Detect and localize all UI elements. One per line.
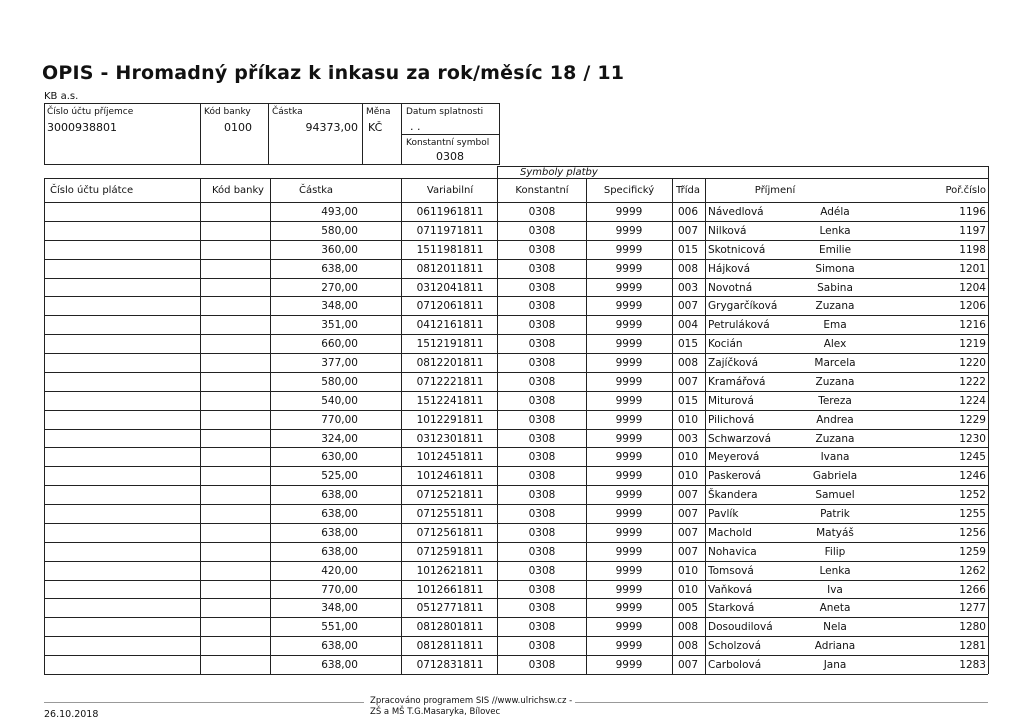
cell-specific-symbol: 9999 [615, 659, 643, 672]
cell-surname: Kramářová [708, 375, 766, 388]
row-divider [44, 655, 988, 656]
cell-specific-symbol: 9999 [615, 243, 643, 256]
cell-amount: 324,00 [321, 432, 358, 445]
cell-variable-symbol: 0712521811 [416, 489, 484, 502]
cell-class: 015 [677, 243, 699, 256]
cell-class: 008 [677, 621, 699, 634]
cell-class: 006 [677, 206, 699, 218]
cell-variable-symbol: 0712591811 [416, 545, 484, 558]
row-divider [44, 315, 988, 316]
cell-constant-symbol: 0308 [528, 375, 556, 388]
cell-first-name: Ema [823, 319, 847, 332]
cell-specific-symbol: 9999 [615, 545, 643, 558]
cell-first-name: Sabina [817, 281, 853, 294]
cell-class: 007 [677, 375, 699, 388]
cell-class: 008 [677, 640, 699, 653]
cell-class: 003 [677, 432, 699, 445]
cell-first-name: Zuzana [815, 375, 855, 388]
recipient-account-label: Číslo účtu příjemce [47, 107, 134, 117]
cell-order-no: 1283 [959, 659, 986, 672]
row-divider [44, 580, 988, 581]
cell-order-no: 1262 [959, 564, 986, 577]
cell-first-name: Iva [827, 583, 843, 596]
cell-variable-symbol: 1512241811 [416, 394, 484, 407]
cell-order-no: 1259 [959, 545, 986, 558]
row-divider [44, 561, 988, 562]
cell-order-no: 1266 [959, 583, 986, 596]
cell-amount: 348,00 [321, 300, 358, 313]
cell-constant-symbol: 0308 [528, 319, 556, 332]
row-divider [44, 353, 988, 354]
cell-order-no: 1229 [959, 413, 986, 426]
cell-order-no: 1219 [959, 338, 986, 351]
cell-class: 015 [677, 394, 699, 407]
column-divider [988, 178, 989, 674]
cell-first-name: Marcela [814, 357, 856, 370]
cell-constant-symbol: 0308 [528, 489, 556, 502]
cell-constant-symbol: 0308 [528, 262, 556, 275]
column-divider [270, 178, 271, 674]
recipient-currency: KČ [368, 121, 383, 134]
cell-constant-symbol: 0308 [528, 394, 556, 407]
cell-surname: Miturová [708, 394, 754, 407]
row-divider [44, 334, 988, 335]
cell-amount: 580,00 [321, 224, 358, 237]
cell-first-name: Lenka [819, 564, 851, 577]
cell-class: 007 [677, 545, 699, 558]
row-divider [44, 240, 988, 241]
cell-surname: Vaňková [708, 583, 753, 596]
cell-order-no: 1198 [959, 243, 986, 256]
cell-constant-symbol: 0308 [528, 300, 556, 313]
cell-first-name: Nela [823, 621, 847, 634]
cell-specific-symbol: 9999 [615, 394, 643, 407]
cell-order-no: 1204 [959, 281, 986, 294]
cell-variable-symbol: 0712551811 [416, 508, 484, 521]
recipient-amount: 94373,00 [305, 121, 358, 134]
cell-variable-symbol: 0812801811 [416, 621, 484, 634]
footer-school-name: ZŠ a MŠ T.G.Masaryka, Bílovec [370, 707, 501, 717]
cell-class: 003 [677, 281, 699, 294]
cell-first-name: Adriana [814, 640, 856, 653]
row-divider [44, 410, 988, 411]
cell-amount: 638,00 [321, 489, 358, 502]
cell-specific-symbol: 9999 [615, 508, 643, 521]
cell-constant-symbol: 0308 [528, 357, 556, 370]
cell-constant-symbol: 0308 [528, 640, 556, 653]
recipient-amount-label: Částka [272, 107, 303, 117]
cell-class: 007 [677, 526, 699, 539]
cell-first-name: Jana [823, 659, 847, 672]
cell-order-no: 1216 [959, 319, 986, 332]
cell-first-name: Aneta [819, 602, 851, 615]
cell-amount: 630,00 [321, 451, 358, 464]
cell-variable-symbol: 0711971811 [416, 224, 484, 237]
cell-variable-symbol: 0611961811 [416, 206, 484, 218]
cell-amount: 638,00 [321, 508, 358, 521]
cell-class: 010 [677, 470, 699, 483]
cell-amount: 525,00 [321, 470, 358, 483]
cell-specific-symbol: 9999 [615, 583, 643, 596]
cell-amount: 493,00 [321, 206, 358, 218]
cell-order-no: 1230 [959, 432, 986, 445]
cell-first-name: Adéla [820, 206, 850, 218]
cell-surname: Škandera [708, 489, 758, 502]
cell-class: 010 [677, 413, 699, 426]
cell-order-no: 1197 [959, 224, 986, 237]
cell-first-name: Simona [815, 262, 855, 275]
cell-specific-symbol: 9999 [615, 621, 643, 634]
cell-constant-symbol: 0308 [528, 508, 556, 521]
cell-variable-symbol: 0712831811 [416, 659, 484, 672]
cell-constant-symbol: 0308 [528, 659, 556, 672]
footer-program-note: Zpracováno programem SIS //www.ulrichsw.cz - [370, 696, 573, 706]
cell-order-no: 1280 [959, 621, 986, 634]
column-divider [200, 178, 201, 674]
cell-first-name: Andrea [816, 413, 854, 426]
cell-first-name: Zuzana [815, 300, 855, 313]
cell-class: 007 [677, 224, 699, 237]
col-header-amount: Částka [299, 185, 333, 196]
column-divider [672, 178, 673, 674]
cell-surname: Carbolová [708, 659, 762, 672]
cell-specific-symbol: 9999 [615, 206, 643, 218]
column-divider [497, 166, 498, 178]
cell-order-no: 1196 [959, 206, 986, 218]
col-header-variable: Variabilní [426, 185, 474, 196]
cell-class: 007 [677, 300, 699, 313]
cell-first-name: Lenka [819, 224, 851, 237]
column-divider [988, 166, 989, 178]
cell-surname: Pavlík [708, 508, 739, 521]
cell-specific-symbol: 9999 [615, 432, 643, 445]
cell-amount: 660,00 [321, 338, 358, 351]
row-divider [44, 259, 988, 260]
recipient-bank-code-label: Kód banky [204, 107, 251, 117]
cell-specific-symbol: 9999 [615, 413, 643, 426]
cell-surname: Paskerová [708, 470, 762, 483]
cell-constant-symbol: 0308 [528, 621, 556, 634]
cell-surname: Scholzová [708, 640, 762, 653]
cell-specific-symbol: 9999 [615, 470, 643, 483]
cell-order-no: 1245 [959, 451, 986, 464]
cell-specific-symbol: 9999 [615, 357, 643, 370]
cell-variable-symbol: 1012461811 [416, 470, 484, 483]
cell-constant-symbol: 0308 [528, 338, 556, 351]
document-title: OPIS - Hromadný příkaz k inkasu za rok/měsíc 18 / 11 [42, 62, 625, 84]
cell-amount: 351,00 [321, 319, 358, 332]
row-divider [44, 598, 988, 599]
cell-class: 007 [677, 489, 699, 502]
cell-surname: Petruláková [708, 319, 770, 332]
cell-amount: 360,00 [321, 243, 358, 256]
cell-surname: Nohavica [708, 545, 757, 558]
row-divider [44, 296, 988, 297]
cell-amount: 377,00 [321, 357, 358, 370]
cell-specific-symbol: 9999 [615, 489, 643, 502]
row-divider [44, 636, 988, 637]
col-header-payer-account: Číslo účtu plátce [50, 185, 134, 196]
recipient-bank-code: 0100 [224, 121, 252, 134]
cell-specific-symbol: 9999 [615, 338, 643, 351]
const-symbol: 0308 [436, 150, 464, 163]
cell-amount: 270,00 [321, 281, 358, 294]
cell-order-no: 1256 [959, 526, 986, 539]
cell-class: 007 [677, 508, 699, 521]
cell-surname: Pilichová [708, 413, 755, 426]
due-date: . . [410, 120, 421, 133]
cell-surname: Návedlová [708, 206, 764, 218]
cell-class: 010 [677, 583, 699, 596]
row-divider [44, 485, 988, 486]
cell-variable-symbol: 1012291811 [416, 413, 484, 426]
cell-order-no: 1224 [959, 394, 986, 407]
cell-constant-symbol: 0308 [528, 470, 556, 483]
cell-constant-symbol: 0308 [528, 545, 556, 558]
row-divider [44, 221, 988, 222]
row-divider [44, 447, 988, 448]
row-divider [44, 674, 988, 675]
col-header-order-no: Poř.číslo [945, 185, 986, 196]
cell-constant-symbol: 0308 [528, 224, 556, 237]
footer-date: 26.10.2018 [44, 709, 99, 720]
cell-first-name: Tereza [818, 394, 852, 407]
due-date-label: Datum splatnosti [406, 107, 484, 117]
cell-first-name: Patrik [820, 508, 850, 521]
cell-order-no: 1252 [959, 489, 986, 502]
cell-specific-symbol: 9999 [615, 375, 643, 388]
cell-amount: 638,00 [321, 526, 358, 539]
cell-order-no: 1220 [959, 357, 986, 370]
cell-first-name: Filip [824, 545, 846, 558]
column-divider [44, 178, 45, 674]
cell-surname: Novotná [708, 281, 753, 294]
cell-amount: 770,00 [321, 413, 358, 426]
cell-specific-symbol: 9999 [615, 224, 643, 237]
cell-constant-symbol: 0308 [528, 206, 556, 218]
cell-constant-symbol: 0308 [528, 451, 556, 464]
cell-order-no: 1255 [959, 508, 986, 521]
column-divider [401, 178, 402, 674]
cell-class: 008 [677, 357, 699, 370]
row-divider [44, 617, 988, 618]
cell-specific-symbol: 9999 [615, 564, 643, 577]
cell-variable-symbol: 0812811811 [416, 640, 484, 653]
cell-constant-symbol: 0308 [528, 413, 556, 426]
cell-variable-symbol: 1012661811 [416, 583, 484, 596]
cell-order-no: 1222 [959, 375, 986, 388]
cell-variable-symbol: 0712561811 [416, 526, 484, 539]
cell-amount: 420,00 [321, 564, 358, 577]
col-header-constant: Konstantní [515, 185, 569, 196]
bank-name: KB a.s. [44, 91, 79, 102]
const-symbol-label: Konstantní symbol [406, 138, 490, 148]
cell-constant-symbol: 0308 [528, 432, 556, 445]
column-divider [705, 178, 706, 674]
cell-specific-symbol: 9999 [615, 319, 643, 332]
cell-amount: 580,00 [321, 375, 358, 388]
cell-constant-symbol: 0308 [528, 564, 556, 577]
cell-surname: Meyerová [708, 451, 760, 464]
row-divider [44, 372, 988, 373]
cell-surname: Machold [708, 526, 752, 539]
row-divider [44, 278, 988, 279]
cell-variable-symbol: 0812011811 [416, 262, 484, 275]
cell-amount: 540,00 [321, 394, 358, 407]
cell-variable-symbol: 1012621811 [416, 564, 484, 577]
cell-amount: 551,00 [321, 621, 358, 634]
cell-order-no: 1201 [959, 262, 986, 275]
cell-surname: Zajíčková [708, 357, 759, 370]
cell-first-name: Emilie [818, 243, 852, 256]
row-divider [44, 391, 988, 392]
cell-surname: Starková [708, 602, 755, 615]
cell-order-no: 1277 [959, 602, 986, 615]
row-divider [44, 429, 988, 430]
col-header-specific: Specifický [603, 185, 655, 196]
cell-variable-symbol: 1511981811 [416, 243, 484, 256]
column-divider [497, 178, 498, 674]
cell-constant-symbol: 0308 [528, 583, 556, 596]
col-header-surname: Příjmení [754, 185, 796, 196]
cell-surname: Schwarzová [708, 432, 772, 445]
cell-first-name: Zuzana [815, 432, 855, 445]
cell-constant-symbol: 0308 [528, 281, 556, 294]
cell-specific-symbol: 9999 [615, 640, 643, 653]
cell-class: 010 [677, 451, 699, 464]
cell-amount: 638,00 [321, 640, 358, 653]
cell-constant-symbol: 0308 [528, 243, 556, 256]
row-divider [44, 466, 988, 467]
cell-surname: Tomsová [708, 564, 754, 577]
cell-surname: Hájková [708, 262, 751, 275]
cell-variable-symbol: 0812201811 [416, 357, 484, 370]
cell-class: 010 [677, 564, 699, 577]
cell-variable-symbol: 0712061811 [416, 300, 484, 313]
row-divider [44, 504, 988, 505]
cell-specific-symbol: 9999 [615, 451, 643, 464]
cell-class: 005 [677, 602, 699, 615]
cell-variable-symbol: 1012451811 [416, 451, 484, 464]
row-divider [44, 523, 988, 524]
cell-surname: Nilková [708, 224, 747, 237]
cell-surname: Kocián [708, 338, 743, 351]
recipient-currency-label: Měna [366, 107, 391, 117]
cell-constant-symbol: 0308 [528, 602, 556, 615]
cell-variable-symbol: 0512771811 [416, 602, 484, 615]
cell-first-name: Alex [823, 338, 847, 351]
cell-specific-symbol: 9999 [615, 526, 643, 539]
cell-first-name: Samuel [815, 489, 855, 502]
cell-amount: 638,00 [321, 262, 358, 275]
cell-amount: 770,00 [321, 583, 358, 596]
cell-class: 015 [677, 338, 699, 351]
cell-amount: 638,00 [321, 545, 358, 558]
cell-first-name: Matyáš [816, 526, 854, 539]
cell-specific-symbol: 9999 [615, 602, 643, 615]
cell-surname: Grygarčíková [708, 300, 778, 313]
col-header-class: Třída [675, 185, 700, 196]
cell-class: 004 [677, 319, 699, 332]
cell-variable-symbol: 0412161811 [416, 319, 484, 332]
cell-surname: Dosoudilová [708, 621, 773, 634]
col-header-bank-code: Kód banky [212, 185, 264, 196]
cell-amount: 348,00 [321, 602, 358, 615]
cell-first-name: Gabriela [812, 470, 858, 483]
cell-first-name: Ivana [820, 451, 850, 464]
cell-specific-symbol: 9999 [615, 262, 643, 275]
cell-class: 008 [677, 262, 699, 275]
cell-order-no: 1281 [959, 640, 986, 653]
cell-order-no: 1246 [959, 470, 986, 483]
cell-class: 007 [677, 659, 699, 672]
cell-variable-symbol: 0712221811 [416, 375, 484, 388]
cell-constant-symbol: 0308 [528, 526, 556, 539]
symbols-group-label: Symboly platby [520, 167, 598, 178]
cell-variable-symbol: 0312301811 [416, 432, 484, 445]
cell-order-no: 1206 [959, 300, 986, 313]
cell-variable-symbol: 0312041811 [416, 281, 484, 294]
row-divider [44, 542, 988, 543]
cell-variable-symbol: 1512191811 [416, 338, 484, 351]
cell-surname: Skotnicová [708, 243, 766, 256]
recipient-account: 3000938801 [47, 121, 117, 134]
cell-specific-symbol: 9999 [615, 281, 643, 294]
cell-amount: 638,00 [321, 659, 358, 672]
cell-specific-symbol: 9999 [615, 300, 643, 313]
column-divider [586, 178, 587, 674]
